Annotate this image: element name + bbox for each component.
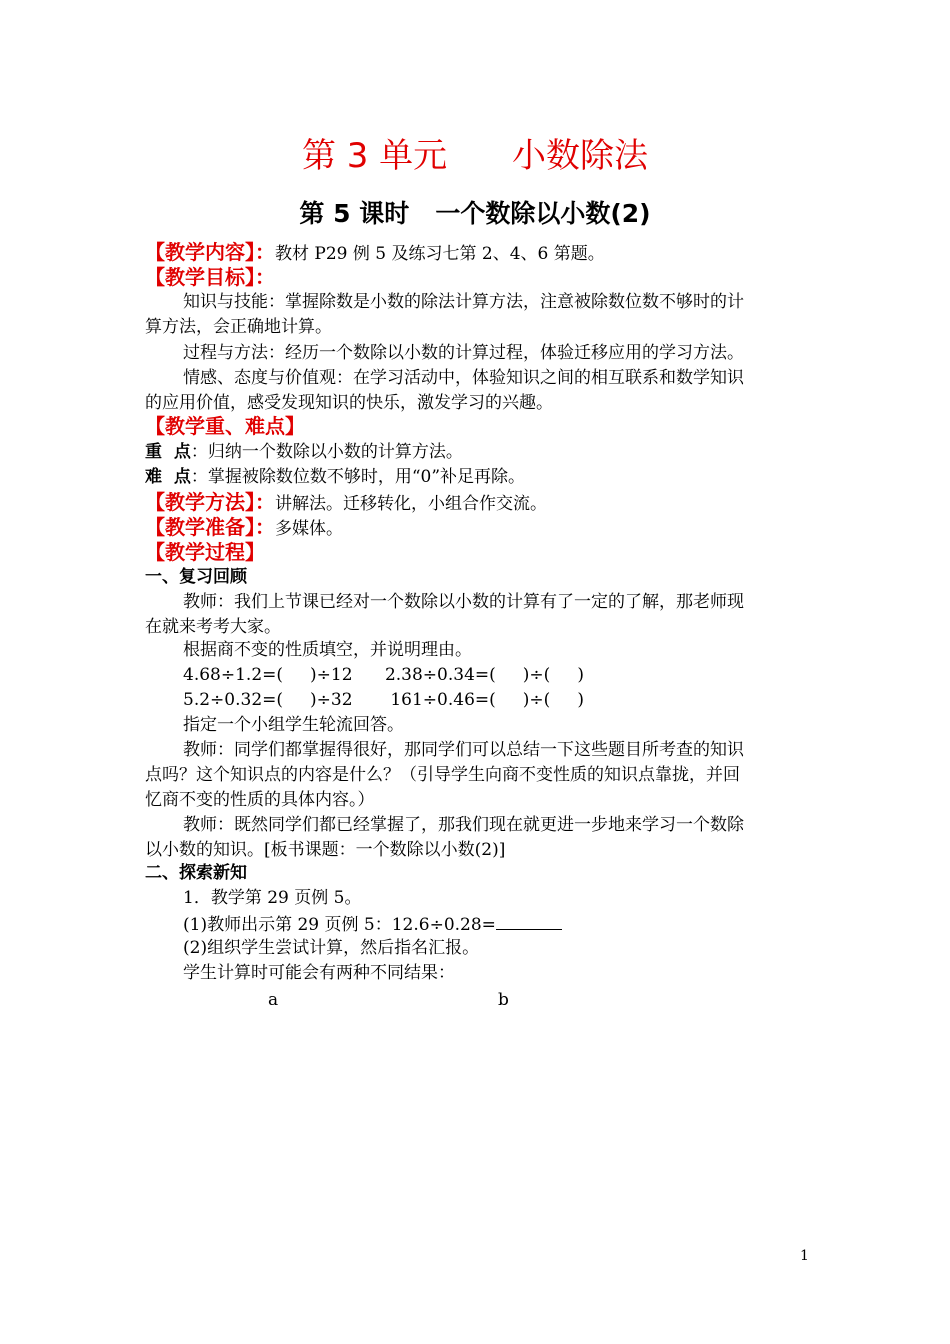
result-label-a: a xyxy=(268,990,279,1010)
goals-heading: 【教学目标】： xyxy=(145,265,275,289)
method-line xyxy=(145,490,547,516)
lesson-title xyxy=(0,194,950,230)
section-2-line-1: 1．教学第 29 页例 5。 xyxy=(183,888,362,908)
process-heading-line xyxy=(145,540,265,566)
section-2-title: 二、探索新知 xyxy=(145,863,247,883)
prep-line xyxy=(145,515,343,541)
content-line xyxy=(145,240,605,266)
equation-row-2: 5.2÷0.32=( )÷32 161÷0.46=( )÷( ) xyxy=(183,690,584,710)
section-1-line-3: 根据商不变的性质填空，并说明理由。 xyxy=(183,640,472,660)
section-1-line-7: 忆商不变的性质的具体内容。） xyxy=(145,790,375,810)
section-1-title: 一、复习回顾 xyxy=(145,567,247,587)
section-1-line-1: 教师：我们上节课已经对一个数除以小数的计算有了一定的了解，那老师现 xyxy=(183,592,744,612)
difficulty-label: 难 点 xyxy=(145,467,191,487)
section-1-line-5: 教师：同学们都掌握得很好，那同学们可以总结一下这些题目所考查的知识 xyxy=(183,740,744,760)
unit-title xyxy=(0,128,950,177)
key-point-line xyxy=(145,440,463,464)
prep-heading: 【教学准备】： xyxy=(145,515,275,539)
section-1-line-4: 指定一个小组学生轮流回答。 xyxy=(183,715,404,735)
result-label-b: b xyxy=(498,990,509,1010)
section-2-line-3: (2)组织学生尝试计算，然后指名汇报。 xyxy=(183,938,480,958)
unit-topic: 小数除法 xyxy=(512,136,649,176)
goals-line-1: 知识与技能：掌握除数是小数的除法计算方法，注意被除数位数不够时的计 xyxy=(183,292,744,312)
content-heading: 【教学内容】： xyxy=(145,240,275,264)
example-equation: (1)教师出示第 29 页例 5：12.6÷0.28= xyxy=(183,915,496,935)
method-heading: 【教学方法】： xyxy=(145,490,275,514)
section-1-line-2: 在就来考考大家。 xyxy=(145,617,281,637)
lesson-number: 第 5 课时 xyxy=(299,199,410,228)
prep-text: 多媒体。 xyxy=(275,519,343,539)
section-1-line-8: 教师：既然同学们都已经掌握了，那我们现在就更进一步地来学习一个数除 xyxy=(183,815,744,835)
section-1-line-6: 点吗？这个知识点的内容是什么？（引导学生向商不变性质的知识点靠拢，并回 xyxy=(145,765,740,785)
difficulty-text: ：掌握被除数位数不够时，用“0”补足再除。 xyxy=(190,467,526,487)
lesson-name: 一个数除以小数(2) xyxy=(435,199,651,228)
key-point-label: 重 点 xyxy=(145,442,191,462)
goals-line-4: 情感、态度与价值观：在学习活动中，体验知识之间的相互联系和数学知识 xyxy=(183,368,744,388)
goals-line-2: 算方法，会正确地计算。 xyxy=(145,317,332,337)
keypoints-heading-line xyxy=(145,414,305,440)
unit-number: 第 3 单元 xyxy=(301,136,448,176)
page-number: 1 xyxy=(800,1248,809,1264)
key-point-text: ：归纳一个数除以小数的计算方法。 xyxy=(190,442,463,462)
goals-line-5: 的应用价值，感受发现知识的快乐，激发学习的兴趣。 xyxy=(145,393,553,413)
section-2-line-2 xyxy=(183,911,562,937)
section-1-line-9: 以小数的知识。[板书课题：一个数除以小数(2)] xyxy=(145,840,506,860)
process-heading: 【教学过程】 xyxy=(145,540,265,564)
answer-blank xyxy=(496,911,562,930)
method-text: 讲解法。迁移转化，小组合作交流。 xyxy=(275,494,547,514)
goals-line-3: 过程与方法：经历一个数除以小数的计算过程，体验迁移应用的学习方法。 xyxy=(183,343,744,363)
difficulty-line xyxy=(145,465,525,489)
keypoints-heading: 【教学重、难点】 xyxy=(145,414,305,438)
content-text: 教材 P29 例 5 及练习七第 2、4、6 第题。 xyxy=(275,244,605,264)
goals-heading-line xyxy=(145,265,275,291)
equation-row-1: 4.68÷1.2=( )÷12 2.38÷0.34=( )÷( ) xyxy=(183,665,584,685)
section-2-line-4: 学生计算时可能会有两种不同结果： xyxy=(183,963,455,983)
